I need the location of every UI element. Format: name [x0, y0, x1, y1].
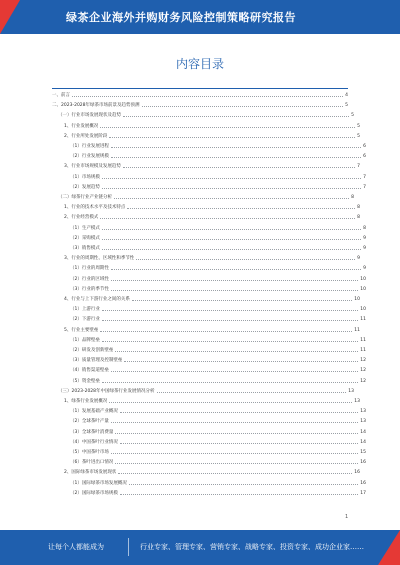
toc-entry[interactable]	[52, 214, 360, 221]
toc-leader-dots	[111, 147, 361, 148]
toc-entry[interactable]	[52, 265, 366, 272]
toc-entry-page: 8	[351, 195, 354, 200]
toc-entry-page: 13	[360, 419, 366, 425]
toc-entry[interactable]	[52, 255, 360, 262]
toc-entry-page: 5	[357, 123, 360, 129]
toc-leader-dots	[118, 473, 352, 474]
toc-entry-page: 7	[363, 184, 366, 190]
toc-entry-label: 3、行业的周期性、区域性和季节性	[64, 256, 135, 262]
toc-entry-page: 6	[363, 154, 366, 160]
toc-entry-label: 二、2023-2028年绿茶市场前景及趋势预测	[52, 103, 140, 109]
toc-leader-dots	[115, 351, 358, 352]
toc-leader-dots	[120, 443, 358, 444]
toc-leader-dots	[102, 188, 361, 189]
toc-entry-label: 1、行业的技术水平及技术特点	[64, 205, 126, 211]
toc-entry-label: （2）全球茶叶产量	[70, 419, 109, 425]
toc-leader-dots	[111, 269, 361, 270]
toc-leader-dots	[157, 392, 347, 393]
toc-entry[interactable]	[52, 378, 366, 385]
toc-entry-page: 16	[360, 460, 366, 466]
toc-entry-page: 12	[360, 378, 366, 384]
toc-entry-page: 10	[354, 297, 360, 302]
toc-entry-page: 10	[360, 307, 366, 313]
toc-entry[interactable]	[52, 235, 366, 242]
toc-entry-page: 5	[351, 113, 354, 119]
toc-leader-dots	[102, 178, 361, 179]
toc-entry[interactable]	[52, 296, 360, 303]
toc-entry[interactable]	[52, 388, 354, 395]
toc-entry-label: 2、行业所处发展阶段	[64, 133, 108, 139]
toc-entry-page: 5	[345, 103, 348, 109]
toc-entry-label: （4）中国茶叶行业情况	[70, 439, 118, 445]
toc-entry[interactable]	[52, 459, 366, 466]
toc-entry[interactable]	[52, 357, 366, 364]
toc-entry-label: 1、绿茶行业发展概况	[64, 399, 108, 404]
toc-entry-label: 一、前言	[52, 93, 70, 98]
toc-entry-page: 13	[354, 399, 360, 404]
toc-leader-dots	[109, 137, 355, 138]
toc-entry[interactable]	[52, 367, 366, 374]
toc-entry[interactable]	[52, 337, 366, 344]
table-of-contents	[52, 92, 366, 512]
toc-entry-label: （1）国际绿茶市场发展概况	[70, 480, 127, 486]
page-number: 1	[345, 514, 349, 520]
toc-leader-dots	[120, 494, 358, 495]
toc-entry-page: 4	[345, 93, 348, 98]
toc-entry-page: 11	[360, 348, 366, 353]
toc-entry-label: （3）全球茶叶消费量	[70, 429, 114, 435]
toc-entry-label: （3）行业的季节性	[70, 286, 109, 292]
toc-entry-page: 11	[360, 337, 366, 343]
toc-entry[interactable]	[52, 92, 348, 99]
toc-entry-label: 3、行业市场规模及发展趋势	[64, 164, 121, 170]
toc-entry-page: 9	[363, 246, 366, 251]
toc-entry-label: （1）行业的周期性	[70, 266, 109, 272]
toc-leader-dots	[142, 106, 344, 107]
toc-entry-page: 13	[348, 388, 354, 394]
toc-entry-label: （1）市场规模	[70, 174, 100, 180]
toc-entry-label: （4）销售渠道壁垒	[70, 368, 109, 374]
header-accent-stripe	[0, 0, 20, 34]
toc-entry-label: 2、国际绿茶市场发展现状	[64, 470, 117, 476]
toc-entry-page: 16	[354, 470, 360, 476]
toc-entry-page: 17	[360, 490, 366, 496]
toc-entry[interactable]	[52, 480, 366, 487]
toc-leader-dots	[136, 259, 355, 260]
toc-divider	[52, 88, 348, 89]
toc-entry-page: 9	[363, 266, 366, 272]
toc-leader-dots	[102, 310, 358, 311]
toc-entry-page: 7	[363, 174, 366, 180]
toc-leader-dots	[111, 453, 358, 454]
footer-divider	[128, 538, 129, 556]
toc-entry-label: （1）生产模式	[70, 225, 100, 231]
toc-entry-page: 15	[360, 450, 366, 455]
toc-entry-label: （三）2023-2028年中国绿茶行业发展情况分析	[58, 388, 155, 394]
toc-leader-dots	[102, 229, 361, 230]
toc-leader-dots	[111, 157, 361, 158]
toc-entry-label: （5）资金壁垒	[70, 378, 100, 384]
toc-entry[interactable]	[52, 245, 366, 252]
toc-entry[interactable]	[52, 133, 360, 140]
toc-entry[interactable]	[52, 439, 366, 446]
toc-entry-page: 13	[360, 409, 366, 415]
toc-leader-dots	[102, 320, 358, 321]
toc-entry-label: 2、行业经营模式	[64, 215, 99, 221]
toc-entry-label: （2）国际绿茶市场规模	[70, 490, 118, 496]
toc-entry[interactable]	[52, 225, 366, 232]
toc-leader-dots	[129, 484, 358, 485]
toc-entry[interactable]	[52, 163, 360, 170]
toc-entry-label: （一）行业市场发展现状及趋势	[58, 113, 121, 119]
toc-entry[interactable]	[52, 194, 354, 201]
footer-slogan-right: 行业专家、管理专家、营销专家、战略专家、投资专家、成功企业家……	[140, 543, 364, 551]
toc-leader-dots	[102, 382, 358, 383]
toc-entry-label: 5、行业主要壁垒	[64, 327, 99, 333]
toc-leader-dots	[127, 208, 355, 209]
toc-entry-page: 8	[357, 215, 360, 221]
toc-leader-dots	[109, 402, 352, 403]
toc-entry[interactable]	[52, 327, 360, 334]
toc-entry-label: （1）上游行业	[70, 307, 100, 313]
toc-entry[interactable]	[52, 469, 360, 476]
toc-leader-dots	[72, 96, 343, 97]
toc-leader-dots	[102, 239, 361, 240]
toc-leader-dots	[111, 280, 358, 281]
toc-entry-label: 4、行业与上下游行业之间的关系	[64, 297, 130, 302]
toc-entry[interactable]	[52, 286, 366, 293]
toc-entry-page: 12	[360, 368, 366, 374]
toc-entry[interactable]	[52, 449, 366, 456]
toc-entry-label: （2）下游行业	[70, 317, 100, 323]
footer-slogan-left: 让每个人都能成为	[48, 543, 104, 551]
toc-entry[interactable]	[52, 398, 360, 405]
toc-leader-dots	[115, 433, 358, 434]
toc-leader-dots	[100, 218, 355, 219]
toc-title: 内容目录	[175, 57, 224, 71]
toc-leader-dots	[111, 422, 358, 423]
toc-entry[interactable]	[52, 276, 366, 283]
toc-entry-label: （2）行业发展规模	[70, 154, 109, 160]
toc-entry-page: 10	[360, 276, 366, 282]
toc-entry-label: （3）销售模式	[70, 246, 100, 251]
toc-entry[interactable]	[52, 204, 360, 211]
toc-entry-label: （2）采购模式	[70, 235, 100, 241]
toc-entry-label: （2）发展趋势	[70, 184, 100, 190]
toc-leader-dots	[115, 463, 358, 464]
toc-entry-page: 8	[363, 225, 366, 231]
toc-entry-label: （2）行业的区域性	[70, 276, 109, 282]
toc-entry[interactable]	[52, 490, 366, 497]
toc-leader-dots	[111, 371, 358, 372]
toc-entry-page: 8	[357, 205, 360, 211]
toc-entry-label: （1）品牌壁垒	[70, 337, 100, 343]
toc-leader-dots	[114, 198, 349, 199]
toc-entry[interactable]	[52, 347, 366, 354]
toc-entry-page: 14	[360, 439, 366, 445]
toc-entry[interactable]	[52, 429, 366, 436]
toc-entry-page: 10	[360, 286, 366, 292]
toc-entry-label: （1）行业发展进程	[70, 144, 109, 149]
toc-entry[interactable]	[52, 123, 360, 130]
toc-entry[interactable]	[52, 184, 366, 191]
toc-entry-label: （1）发展基础产业概况	[70, 409, 118, 415]
toc-entry[interactable]	[52, 316, 366, 323]
toc-leader-dots	[102, 249, 361, 250]
toc-leader-dots	[102, 341, 358, 342]
toc-leader-dots	[100, 127, 355, 128]
report-footer	[0, 530, 400, 565]
toc-leader-dots	[120, 412, 358, 413]
toc-entry-label: （2）研发及创新壁垒	[70, 348, 114, 353]
toc-entry-page: 12	[360, 358, 366, 364]
toc-entry-label: 1、行业发展概况	[64, 123, 99, 129]
toc-entry-page: 14	[360, 429, 366, 435]
toc-entry-page: 9	[357, 256, 360, 262]
report-header	[0, 0, 400, 34]
toc-entry[interactable]	[52, 102, 348, 109]
toc-leader-dots	[111, 290, 358, 291]
toc-entry[interactable]	[52, 143, 366, 150]
toc-entry-page: 11	[354, 327, 360, 333]
toc-entry-page: 11	[360, 317, 366, 323]
toc-leader-dots	[132, 300, 352, 301]
toc-entry[interactable]	[52, 153, 366, 160]
toc-leader-dots	[100, 331, 352, 332]
toc-entry-label: （5）中国茶叶市场	[70, 450, 109, 455]
footer-accent-stripe	[378, 530, 400, 565]
toc-entry-page: 7	[357, 164, 360, 170]
toc-leader-dots	[123, 167, 355, 168]
toc-entry[interactable]	[52, 408, 366, 415]
toc-entry[interactable]	[52, 112, 354, 119]
toc-entry-page: 9	[363, 235, 366, 241]
toc-entry[interactable]	[52, 306, 366, 313]
toc-entry-label: （6）茶叶进出口情况	[70, 460, 114, 466]
toc-leader-dots	[124, 361, 358, 362]
report-title: 绿茶企业海外并购财务风险控制策略研究报告	[66, 11, 296, 24]
toc-entry[interactable]	[52, 418, 366, 425]
toc-entry-page: 5	[357, 133, 360, 139]
toc-entry-page: 6	[363, 144, 366, 149]
toc-entry-label: （3）质量管理及控制壁垒	[70, 358, 123, 364]
toc-entry-page: 16	[360, 480, 366, 486]
toc-entry-label: （二）绿茶行业产业链分析	[58, 195, 112, 200]
toc-leader-dots	[123, 116, 349, 117]
toc-entry[interactable]	[52, 174, 366, 181]
